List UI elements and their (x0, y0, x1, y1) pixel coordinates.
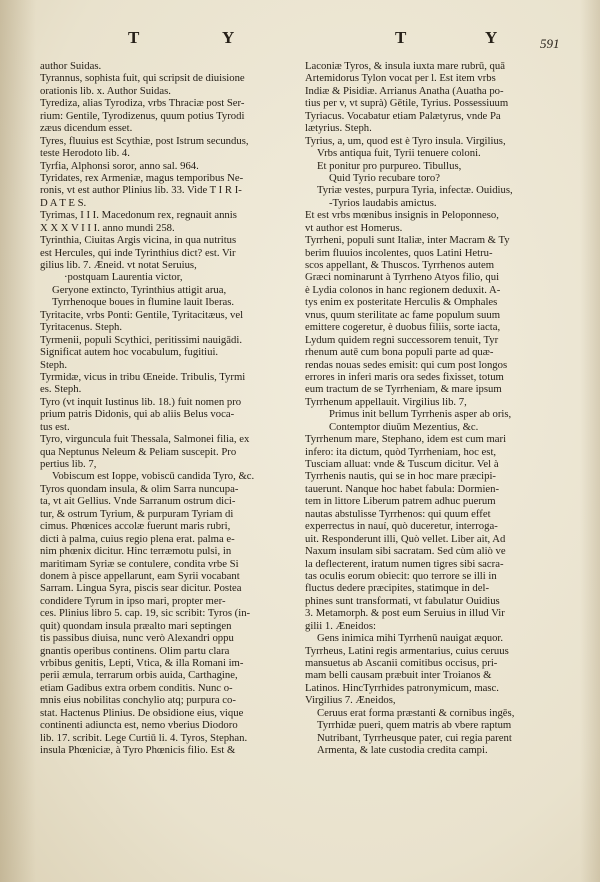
text-line: D A T E S. (40, 196, 87, 209)
text-line: Laconiæ Tyros, & insula iuxta mare rubrū, quā (305, 60, 505, 72)
text-line: lætyrius. Steph. (305, 122, 372, 135)
text-line: Tyridates, rex Armeniæ, magus temporibus Ne- (40, 171, 244, 184)
text-line: quit) quondam insula præalto mari septingen (40, 619, 232, 632)
text-line: Tyres, fluuius est Scythiæ, post Istrum secundus, (40, 134, 249, 147)
text-line: scos appellant, & Thuscos. Tyrrhenos autem (305, 259, 495, 271)
text-line: experrectus in nauí, quò duceretur, interroga- (305, 520, 498, 533)
text-line: vt author est Homerus. (305, 221, 403, 234)
text-line: Vrbs antiqua fuit, Tyrii tenuere coloni. (317, 147, 481, 160)
running-head-left-y: Y (222, 28, 236, 47)
page-edge-stain-left (0, 0, 36, 882)
text-line: ces. Plinius libro 5. cap. 19, sic scribit: Tyros (in- (40, 607, 251, 620)
page-number: 591 (540, 36, 560, 51)
text-line: phines sunt transformati, vt fabulatur Ouidius (305, 594, 500, 607)
text-line: condidere Tyrum in ipso mari, propter mer- (40, 594, 226, 607)
text-line: Ceruus erat forma præstanti & cornibus ingēs, (317, 706, 515, 719)
text-line: errores in inferi maris ora sedes fixisset, totum (305, 370, 504, 383)
text-line: Primus init bellum Tyrrhenis asper ab oris, (329, 408, 512, 421)
text-line: Tyros quondam insula, & olim Sarra nuncupa- (40, 482, 239, 495)
text-line: uit. Responderunt illi, Quò vellet. Liber ait, Ad (305, 532, 506, 545)
text-line: continenti adiuncta est, nemo vberius Diodoro (40, 719, 238, 732)
text-line: X X X V I I I. anno mundi 258. (40, 221, 175, 234)
text-line: -Tyrios laudabis amictus. (329, 196, 437, 209)
text-line: tauerunt. Nanque hoc habet fabula: Dormien- (305, 482, 500, 495)
text-line: mansuetus ab Ascanii comitibus occisus, pri- (305, 657, 498, 669)
text-line: author Suidas. (40, 60, 102, 72)
text-line: Tyrannus, sophista fuit, qui scripsit de diuisione (40, 72, 245, 85)
text-line: est Hercules, qui inde Tyrinthius dict? est. Vir (40, 246, 236, 259)
text-line: fluctus dedere præcipites, statimque in del- (305, 582, 490, 595)
text-line: qua Neptunus Neleum & Peliam suscepit. Pro (40, 445, 237, 458)
text-line: Virgilius 7. Æneidos, (305, 694, 396, 707)
text-line: Geryone extincto, Tyrinthius attigit arua, (52, 283, 227, 296)
text-line: Vobiscum est Ioppe, vobiscū candida Tyro, &c. (52, 470, 255, 483)
text-line: Tyrrhenis nautis, qui se in hoc mare præcipi- (305, 470, 496, 483)
text-line: rhenum autē cum bona populi parte ad quæ- (305, 346, 494, 359)
text-line: etiam Gadibus extra orbem conditis. Nunc o- (40, 681, 233, 694)
text-line: Contemptor diuūm Mezentius, &c. (329, 420, 479, 433)
text-line: donem à pisce appellarunt, eam Syrii vocabant (40, 569, 240, 582)
text-line: Naxum insulam sibi sacratam. Sed cùm aliò ve (305, 545, 506, 558)
running-head-right-t: T (395, 28, 408, 47)
text-line: gilii 1. Æneidos: (305, 619, 376, 632)
text-line: infero: ita dictum, quòd Tyrrheniam, hoc est, (305, 445, 497, 458)
text-line: vnus, quum sterilitate ac fame populum suum (305, 308, 501, 321)
text-line: tys enim ex posteritate Herculis & Omphales (305, 296, 498, 309)
text-line: Tyrrhenoque boues in flumine lauit Iberas. (52, 296, 235, 309)
text-line: eum tractum de se Tyrrheniam, & mare ipsum (305, 383, 502, 396)
text-line: teste Herodoto lib. 4. (40, 147, 130, 160)
text-line: Gens inimica mihi Tyrrhenū nauigat æquor. (317, 632, 504, 645)
text-line: mam belli causam præbuit inter Troianos & (305, 669, 492, 682)
text-line: Sarram. Lingua Syra, piscis sear dicitur. Postea (40, 582, 242, 595)
text-line: Latinos. HincTyrrhides patronymicum, masc. (305, 681, 499, 694)
text-line: Tyrediza, alias Tyrodiza, vrbs Thraciæ post Ser- (40, 97, 245, 110)
text-line: Tusciam alluat: vnde & Tuscum dicitur. Vel à (305, 458, 499, 470)
text-line: Tyritacite, vrbs Ponti: Gentile, Tyritacitæus, vel (40, 308, 244, 321)
text-line: Artemidorus Tylon vocat per l. Est item vrbs (305, 72, 496, 85)
text-line: stat. Hactenus Plinius. De obsidione eius, vique (40, 706, 244, 719)
text-line: Armenta, & late custodia credita campi. (317, 744, 488, 757)
text-line: zæus dicendum esset. (40, 122, 133, 135)
text-line: Tyro (vt inquit Iustinus lib. 18.) fuit nomen pro (40, 395, 242, 408)
text-line: pertius lib. 7, (40, 458, 97, 470)
text-line: tem in littore Liberum patrem adhuc puerum (305, 495, 496, 508)
text-line: dicti à palma, cuius regio plena erat. palma e- (40, 532, 235, 545)
text-line: Tyrfia, Alphonsi soror, anno sal. 964. (40, 159, 199, 172)
text-line: insula Phœniciæ, à Tyro Phœnicis filio. Est & (40, 744, 236, 757)
text-line: nautas abstulisse Tyrrhenos: qui quum effet (305, 507, 491, 520)
text-line: è Lydia colonos in hanc regionem deduxit. A- (305, 283, 501, 296)
page-edge-stain-right (580, 0, 600, 882)
text-line: rium: Gentile, Tyrodizenus, quum potius Tyrodi (40, 109, 245, 122)
text-line: cimus. Phœnices accolæ fuerunt maris rubri, (40, 520, 231, 533)
text-line: tur, & ostrum Tyrium, & purpuram Tyriam di (40, 507, 234, 520)
text-line: Significat autem hoc vocabulum, fugitiui. (40, 346, 219, 359)
text-line: Et est vrbs mœnibus insignis in Peloponneso, (305, 209, 499, 222)
text-line: maritimam Syriæ se contulere, condita vrbe Si (40, 557, 239, 570)
text-line: 3. Metamorph. & post eum Seruius in illud Vir (305, 607, 505, 620)
text-line: Et ponitur pro purpureo. Tibullus, (317, 159, 462, 172)
text-line: lib. 17. scribit. Lege Curtiū li. 4. Tyros, Stephan. (40, 731, 248, 744)
text-line: emittere cogeretur, è duobus filiis, sorte iacta, (305, 321, 501, 334)
text-line: mnis eius nobilitas conchylio atq; purpura co- (40, 694, 236, 707)
text-line: rendas nouas sedes emisit: qui cum post longos (305, 358, 508, 371)
right-column (305, 60, 575, 757)
text-line: Tyriæ vestes, purpura Tyria, infectæ. Ouidius, (317, 184, 513, 197)
text-line: berim fluuios incolentes, quos Latini Hetru- (305, 246, 493, 259)
text-line: ta, vt ait Gellius. Vnde Sarranum ostrum dici- (40, 495, 236, 508)
text-line: orationis lib. x. Author Suidas. (40, 84, 171, 97)
left-column (40, 60, 298, 757)
text-line: Tyriacus. Vocabatur etiam Palætyrus, vnde Pa (305, 109, 501, 122)
text-line: Tyrmidæ, vicus in tribu Œneide. Tribulis, Tyrmi (40, 370, 246, 383)
text-line: Tyro, virguncula fuit Thessala, Salmonei filia, ex (40, 433, 250, 446)
text-line: Lydum quidem regni successorem tenuit, Tyr (305, 333, 499, 346)
text-line: tus est. (40, 420, 70, 433)
running-head-right-y: Y (485, 28, 499, 47)
text-line: nim phœnix dicitur. Hinc terræmotu pulsi, in (40, 545, 232, 558)
text-line: Tyrrhidæ pueri, quem matris ab vbere raptum (317, 719, 512, 732)
text-line: Tyrrhenum mare, Stephano, idem est cum mari (305, 433, 507, 446)
text-line: Tyrinthia, Ciuitas Argis vicina, in qua nutritus (40, 234, 237, 247)
text-line: perii æmula, terrarum orbis auida, Carthagine, (40, 669, 238, 682)
text-line: tius per v, vt suprà) Gētile, Tyrius. Possessiuum (305, 97, 509, 110)
text-line: Indiæ & Pisidiæ. Arrianus Anatha (Auatha po- (305, 84, 504, 97)
text-line: Nutribant, Tyrrheusque pater, cui regia parent (317, 731, 512, 744)
text-line: la deflecterent, iratum numen tigres sibi sacra- (305, 557, 504, 570)
text-line: ronis, vt est author Plinius lib. 33. Vide T I R I- (40, 184, 242, 197)
text-line: Steph. (40, 358, 68, 371)
text-line: Tyrrhenum appellauit. Virgilius lib. 7, (305, 395, 467, 408)
text-line: gnantis operibus continens. Olim partu clara (40, 644, 230, 657)
text-line: Quid Tyrio recubare toro? (329, 171, 440, 184)
text-line: tis passibus diuisa, nunc verò Alexandri oppu (40, 632, 234, 645)
running-head-left-t: T (128, 28, 141, 47)
text-line: Tyrrheni, populi sunt Italiæ, inter Macram & Ty (305, 234, 510, 247)
text-line: Tyrrheus, Latini regis armentarius, cuius ceruus (305, 644, 509, 657)
text-line: Tyrmenii, populi Scythici, peritissimi nauigādi. (40, 333, 242, 346)
text-line: Tyritacenus. Steph. (40, 321, 123, 334)
text-line: es. Steph. (40, 383, 82, 396)
text-line: tas oculis eorum obiecit: quo terrore se illi in (305, 569, 497, 582)
text-line: prium patris Didonis, qui ab aliis Belus voca- (40, 408, 235, 421)
text-line: Tyrimas, I I I. Macedonum rex, regnauit annis (40, 209, 237, 222)
text-line: Tyrius, a, um, quod est è Tyro insula. Virgilius, (305, 134, 506, 147)
text-line: Græci nominarunt à Tyrrheno Atyos filio, qui (305, 271, 500, 284)
text-line: vrbibus genitis, Lepti, Vtica, & illa Romani im- (40, 657, 244, 669)
text-line: gilius lib. 7. Æneid. vt notat Seruius, (40, 259, 197, 271)
text-line: ·postquam Laurentia victor, (64, 271, 183, 284)
